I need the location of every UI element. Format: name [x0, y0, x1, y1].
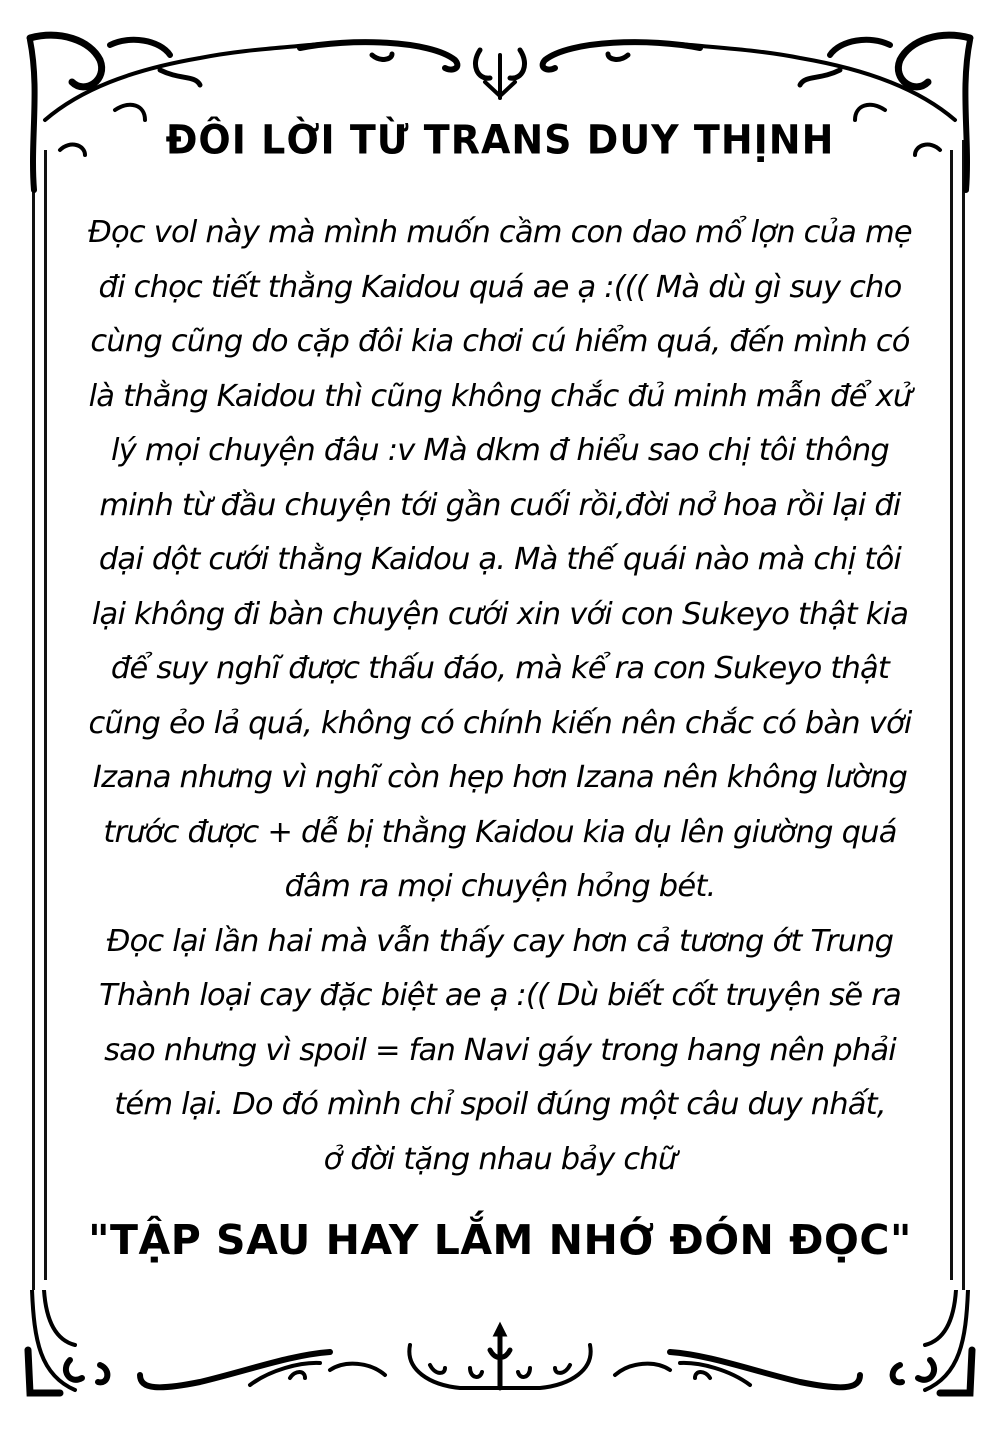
frame-right-outer-line — [962, 140, 965, 1290]
body-line: Izana nhưng vì nghĩ còn hẹp hơn Izana nên không lường — [92, 760, 908, 795]
body-line: đi chọc tiết thằng Kaidou quá ae ạ :((( Mà dù gì suy cho — [98, 269, 902, 305]
body-line: sao nhưng vì spoil = fan Navi gáy trong hang nên phải — [104, 1032, 896, 1068]
closing-quote: "TẬP SAU HAY LẮM NHỚ ĐÓN ĐỌC" — [88, 1216, 912, 1264]
translator-note-body — [70, 206, 930, 1187]
frame-left-outer-line — [32, 140, 35, 1290]
frame-left-inner-line — [44, 150, 47, 1280]
body-line: tém lại. Do đó mình chỉ spoil đúng một câu duy nhất, — [114, 1087, 886, 1122]
body-line: trước được + dễ bị thằng Kaidou kia dụ lên giường quá — [103, 814, 897, 850]
page-title: ĐÔI LỜI TỪ TRANS DUY THỊNH — [165, 116, 835, 164]
body-line: lý mọi chuyện đâu :v Mà dkm đ hiểu sao chị tôi thông — [111, 433, 889, 468]
body-line: ở đời tặng nhau bảy chữ — [323, 1141, 677, 1177]
body-line: đâm ra mọi chuyện hỏng bét. — [284, 869, 716, 904]
body-line: cùng cũng do cặp đôi kia chơi cú hiểm quá, đến mình có — [90, 324, 910, 359]
top-scroll-ornament-icon — [0, 0, 1000, 200]
body-line: là thằng Kaidou thì cũng không chắc đủ minh mẫn để xử — [88, 378, 912, 414]
bottom-scroll-ornament-icon — [0, 1290, 1000, 1430]
body-line: Thành loại cay đặc biệt ae ạ :(( Dù biết cốt truyện sẽ ra — [99, 978, 901, 1013]
body-line: cũng ẻo lả quá, không có chính kiến nên chắc có bàn với — [88, 705, 912, 741]
body-line: Đọc lại lần hai mà vẫn thấy cay hơn cả tương ớt Trung — [106, 923, 894, 959]
body-line: lại không đi bàn chuyện cưới xin với con Sukeyo thật kia — [91, 596, 909, 632]
body-line: để suy nghĩ được thấu đáo, mà kể ra con Sukeyo thật — [110, 651, 890, 686]
body-line: minh từ đầu chuyện tới gần cuối rồi,đời nở hoa rồi lại đi — [99, 487, 901, 523]
body-line: dại dột cưới thằng Kaidou ạ. Mà thế quái nào mà chị tôi — [98, 542, 902, 577]
frame-right-inner-line — [950, 150, 953, 1280]
body-line: Đọc vol này mà mình muốn cầm con dao mổ lợn của mẹ — [88, 215, 912, 250]
